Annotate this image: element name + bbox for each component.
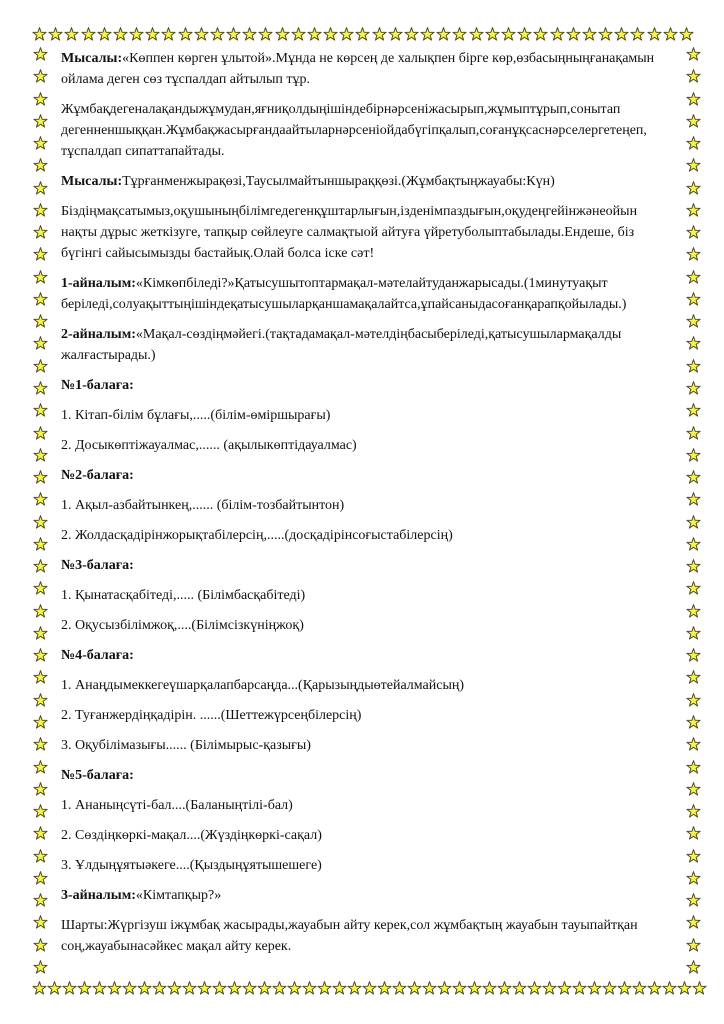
star-icon [686,626,701,641]
star-icon [663,27,678,42]
list-item-text: 1. Анаңдымеккегеүшарқалапбарсаңда...(Қарызыңдыөтейалмайсың) [61,678,465,693]
star-icon [81,27,96,42]
list-item [61,675,665,696]
star-icon [566,27,581,42]
star-icon [347,981,362,996]
star-icon [362,981,377,996]
star-icon [686,203,701,218]
star-icon [194,27,209,42]
star-icon [107,981,122,996]
star-icon [647,27,662,42]
list-item [61,525,665,546]
star-icon [33,604,48,619]
paragraph-text: «Кімкөпбіледі?»Қатысушытоптармақал-мәтелайтуданжарысады.(1минутуақыт беріледі,солуақыттыңішіндеқатысушыларқаншамақалайтса,ұпайсаныдасоғанқарапқойылады.) [61,276,627,312]
star-icon [33,203,48,218]
star-icon [33,670,48,685]
star-icon [32,981,47,996]
star-icon [182,981,197,996]
round-2-paragraph [61,324,665,366]
star-icon [572,981,587,996]
star-icon [686,448,701,463]
list-item [61,495,665,516]
list-item [61,405,665,426]
star-icon [33,871,48,886]
star-icon [686,92,701,107]
star-icon [377,981,392,996]
star-icon [686,581,701,596]
star-icon [33,893,48,908]
star-border-right [686,47,701,975]
goal-paragraph [61,201,665,264]
list-item-text: 2. Оқусызбілімжоқ,....(Білімсізкүніңжоқ) [61,618,304,633]
star-icon [307,27,322,42]
star-icon [686,359,701,374]
star-icon [332,981,347,996]
star-icon [686,270,701,285]
list-item [61,855,665,876]
star-icon [122,981,137,996]
star-icon [686,381,701,396]
star-icon [33,760,48,775]
star-icon [47,981,62,996]
star-icon [686,693,701,708]
star-icon [33,492,48,507]
star-icon [33,648,48,663]
star-icon [33,448,48,463]
star-icon [527,981,542,996]
star-icon [302,981,317,996]
star-icon [97,27,112,42]
star-icon [686,470,701,485]
star-icon [92,981,107,996]
star-icon [242,981,257,996]
round-1-label: 1-айналым: [61,276,136,291]
document-body [61,48,665,966]
star-icon [452,27,467,42]
star-icon [317,981,332,996]
star-icon [33,804,48,819]
star-icon [388,27,403,42]
star-icon [420,27,435,42]
list-item-text: 1. Кітап-білім бұлағы,.....(білім-өміршырағы) [61,408,331,423]
list-item-text: 2. Туғанжердіңқадірін. ......(Шеттежүрсеңбілерсің) [61,708,362,723]
star-icon [686,871,701,886]
star-icon [33,715,48,730]
star-icon [33,782,48,797]
star-icon [542,981,557,996]
child-4-heading [61,645,665,666]
star-icon [501,27,516,42]
paragraph-text: Шарты:Жүргізуш іжұмбақ жасырады,жауабын айту керек,сол жұмбақтың жауабын тауыпайтқан соң,жауабынасәйкес мақал айту керек. [61,918,638,954]
star-icon [485,27,500,42]
star-icon [210,27,225,42]
star-icon [33,336,48,351]
star-icon [33,270,48,285]
star-icon [557,981,572,996]
star-icon [129,27,144,42]
star-icon [614,27,629,42]
star-icon [582,27,597,42]
star-icon [33,537,48,552]
star-icon [137,981,152,996]
star-icon [33,114,48,129]
star-icon [632,981,647,996]
example-2-paragraph [61,171,665,192]
star-icon [686,181,701,196]
star-icon [686,849,701,864]
star-icon [533,27,548,42]
round-1-paragraph [61,273,665,315]
child-3-heading [61,555,665,576]
star-icon [242,27,257,42]
star-icon [436,27,451,42]
heading-label: №2-балаға: [61,468,134,483]
star-icon [145,27,160,42]
star-icon [686,403,701,418]
star-icon [33,314,48,329]
list-item-text: 2. Досыкөптіжауалмас,...... (ақылыкөптідауалмас) [61,438,357,453]
list-item-text: 3. Оқубілімазығы...... (Білімырыс-қазығы) [61,738,311,753]
star-icon [686,559,701,574]
star-icon [686,247,701,262]
list-item-text: 3. Ұлдыңұятыәкеге....(Қыздыңұятышешеге) [61,858,322,873]
star-icon [407,981,422,996]
star-icon [686,225,701,240]
heading-label: №4-балаға: [61,648,134,663]
star-icon [33,737,48,752]
list-item-text: 1. Ананыңсүті-бал....(Баланыңтілі-бал) [61,798,293,813]
star-icon [452,981,467,996]
list-item [61,435,665,456]
star-icon [64,27,79,42]
star-icon [33,381,48,396]
star-icon [33,47,48,62]
star-icon [437,981,452,996]
star-icon [33,826,48,841]
star-icon [686,336,701,351]
star-icon [33,92,48,107]
star-icon [339,27,354,42]
star-icon [272,981,287,996]
star-icon [686,915,701,930]
list-item [61,615,665,636]
star-icon [679,27,694,42]
star-icon [178,27,193,42]
paragraph-text: «Мақал-сөздіңмәйегі.(тақтадамақал-мәтелдіңбасыберіледі,қатысушылармақалды жалғастырады.) [61,327,622,363]
star-icon [33,426,48,441]
paragraph-text: Жұмбақдегеналақандыжұмудан,яғниқолдыңішіндебірнәрсеніжасырып,жұмыптұрып,сонытап дегенненшыққан.Жұмбақжасырғандаайтыларнәрсеніойдабүгіпқалып,соғанұқсаснәрселергетеңеп, тұспалдап сипаттапайтады. [61,102,647,159]
star-icon [355,27,370,42]
star-icon [686,782,701,797]
star-border-bottom [32,981,694,996]
star-icon [257,981,272,996]
star-icon [686,938,701,953]
star-icon [33,915,48,930]
paragraph-text: «Көппен көрген ұлытой».Мұнда не көрсең де халықпен бірге көр,өзбасыңныңғанақамын ойлама деген сөз тұспалдап айтылып тұр. [61,51,655,87]
star-icon [33,938,48,953]
star-icon [686,960,701,975]
star-icon [686,737,701,752]
star-icon [392,981,407,996]
example-1-paragraph [61,48,665,90]
star-icon [686,158,701,173]
list-item [61,705,665,726]
star-icon [33,581,48,596]
star-icon [686,648,701,663]
list-item-text: 1. Қынатасқабітеді,..... (Білімбасқабітеді) [61,588,306,603]
star-icon [617,981,632,996]
star-icon [686,804,701,819]
list-item-text: 2. Сөздіңкөркі-мақал....(Жүздіңкөркі-сақал) [61,828,322,843]
star-icon [372,27,387,42]
example-label: Мысалы: [61,51,123,66]
star-icon [32,27,47,42]
star-icon [33,69,48,84]
paragraph-text: Тұрғанменжырақөзі,Таусылмайтыншыраққөзі.(Жұмбақтыңжауабы:Күн) [122,174,555,189]
star-icon [33,515,48,530]
star-icon [161,27,176,42]
star-icon [686,515,701,530]
paragraph-text: «Кімтапқыр?» [135,888,222,903]
star-icon [33,960,48,975]
list-item [61,825,665,846]
star-icon [33,181,48,196]
star-icon [197,981,212,996]
star-icon [77,981,92,996]
star-icon [62,981,77,996]
star-icon [33,136,48,151]
star-icon [677,981,692,996]
star-icon [587,981,602,996]
round-3-paragraph [61,885,665,906]
star-icon [291,27,306,42]
star-icon [227,981,242,996]
star-icon [33,403,48,418]
star-icon [33,292,48,307]
round-3-label: 3-айналым: [61,888,136,903]
example-label: Мысалы: [61,174,123,189]
heading-label: №5-балаға: [61,768,134,783]
star-border-top [32,27,694,42]
list-item [61,795,665,816]
list-item [61,585,665,606]
star-icon [48,27,63,42]
star-icon [598,27,613,42]
star-icon [226,27,241,42]
star-icon [113,27,128,42]
star-icon [686,136,701,151]
star-icon [550,27,565,42]
star-icon [686,760,701,775]
star-icon [469,27,484,42]
riddle-definition-paragraph [61,99,665,162]
star-icon [686,314,701,329]
star-icon [258,27,273,42]
star-icon [686,114,701,129]
star-icon [152,981,167,996]
star-icon [33,626,48,641]
star-icon [686,715,701,730]
star-icon [287,981,302,996]
child-1-heading [61,375,665,396]
star-icon [497,981,512,996]
star-icon [33,247,48,262]
heading-label: №1-балаға: [61,378,134,393]
star-icon [686,604,701,619]
star-icon [323,27,338,42]
star-icon [686,47,701,62]
star-icon [467,981,482,996]
star-icon [33,559,48,574]
list-item-text: 1. Ақыл-азбайтынкең,...... (білім-тозбайтынтон) [61,498,345,513]
star-icon [33,693,48,708]
child-5-heading [61,765,665,786]
star-icon [33,158,48,173]
star-icon [686,69,701,84]
star-icon [422,981,437,996]
star-icon [686,670,701,685]
round-2-label: 2-айналым: [61,327,136,342]
star-icon [33,225,48,240]
star-icon [630,27,645,42]
star-icon [686,426,701,441]
star-icon [33,359,48,374]
star-icon [212,981,227,996]
star-icon [686,826,701,841]
star-icon [33,849,48,864]
rules-paragraph [61,915,665,957]
star-icon [686,292,701,307]
star-icon [482,981,497,996]
star-icon [275,27,290,42]
star-icon [602,981,617,996]
star-icon [404,27,419,42]
star-icon [686,537,701,552]
star-icon [686,893,701,908]
star-border-left [33,47,48,975]
star-icon [517,27,532,42]
star-icon [692,981,707,996]
star-icon [686,492,701,507]
star-icon [167,981,182,996]
star-icon [662,981,677,996]
star-icon [512,981,527,996]
list-item [61,735,665,756]
child-2-heading [61,465,665,486]
list-item-text: 2. Жолдасқадірінжорықтабілерсің,.....(досқадірінсоғыстабілерсің) [61,528,453,543]
paragraph-text: Біздіңмақсатымыз,оқушыныңбілімгедегенқұштарлығын,ізденімпаздығын,оқудеңгейінжәнеойын нақты дұрыс жеткізуге, тапқыр сөйлеуге салмақтыой айтуға үйретуболыптабылады.Ендеше, біз бүгінгі сайысымызды бастайық.Олай болса іске сәт! [61,204,638,261]
heading-label: №3-балаға: [61,558,134,573]
star-icon [33,470,48,485]
star-icon [647,981,662,996]
